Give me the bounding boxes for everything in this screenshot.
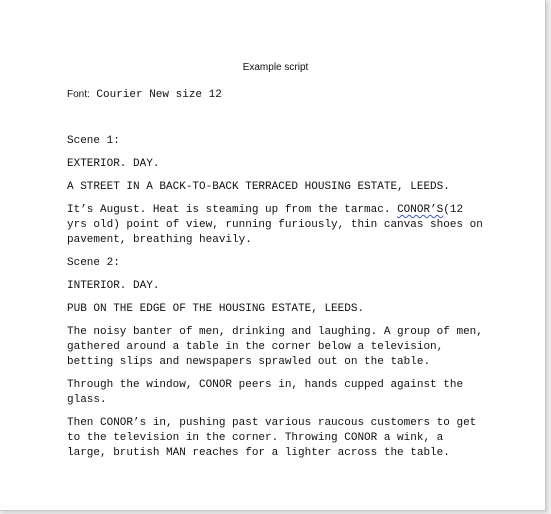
scene-1-action: [67, 203, 490, 248]
scene-2-action-2: Through the window, CONOR peers in, hands cupped against the glass.: [67, 379, 470, 406]
font-note-label: Font:: [67, 89, 90, 100]
scene-2-location: PUB ON THE EDGE OF THE HOUSING ESTATE, LEEDS.: [67, 303, 365, 315]
scene-2-action-1: The noisy banter of men, drinking and laughing. A group of men, gathered around a table in the corner below a television, betting slips and newspapers sprawled out on the table.: [67, 326, 490, 368]
scene-1-action-part-1: It’s August. Heat is steaming up from the tarmac.: [67, 204, 398, 216]
scene-1-location: A STREET IN A BACK-TO-BACK TERRACED HOUSING ESTATE, LEEDS.: [67, 181, 450, 193]
scene-1-heading: Scene 1:: [67, 135, 120, 147]
document-title: Example script: [242, 62, 309, 73]
font-note-value: Courier New size 12: [89, 89, 222, 101]
font-note: [67, 88, 222, 101]
script-body[interactable]: [67, 134, 490, 469]
scene-2-heading: Scene 2:: [67, 257, 120, 269]
spellcheck-flagged-word[interactable]: CONOR’S: [397, 204, 444, 216]
scene-2-int-ext: INTERIOR. DAY.: [67, 280, 160, 292]
scene-2-action-3: Then CONOR’s in, pushing past various raucous customers to get to the television in the corner. Throwing CONOR a wink, a large, brutish MAN reaches for a lighter across the table.: [67, 417, 483, 459]
scene-1-int-ext: EXTERIOR. DAY.: [67, 158, 160, 170]
scene-1-action-part-2: (12 yrs old) point of view, running furiously, thin canvas shoes on pavement, breathing heavily.: [67, 204, 490, 246]
